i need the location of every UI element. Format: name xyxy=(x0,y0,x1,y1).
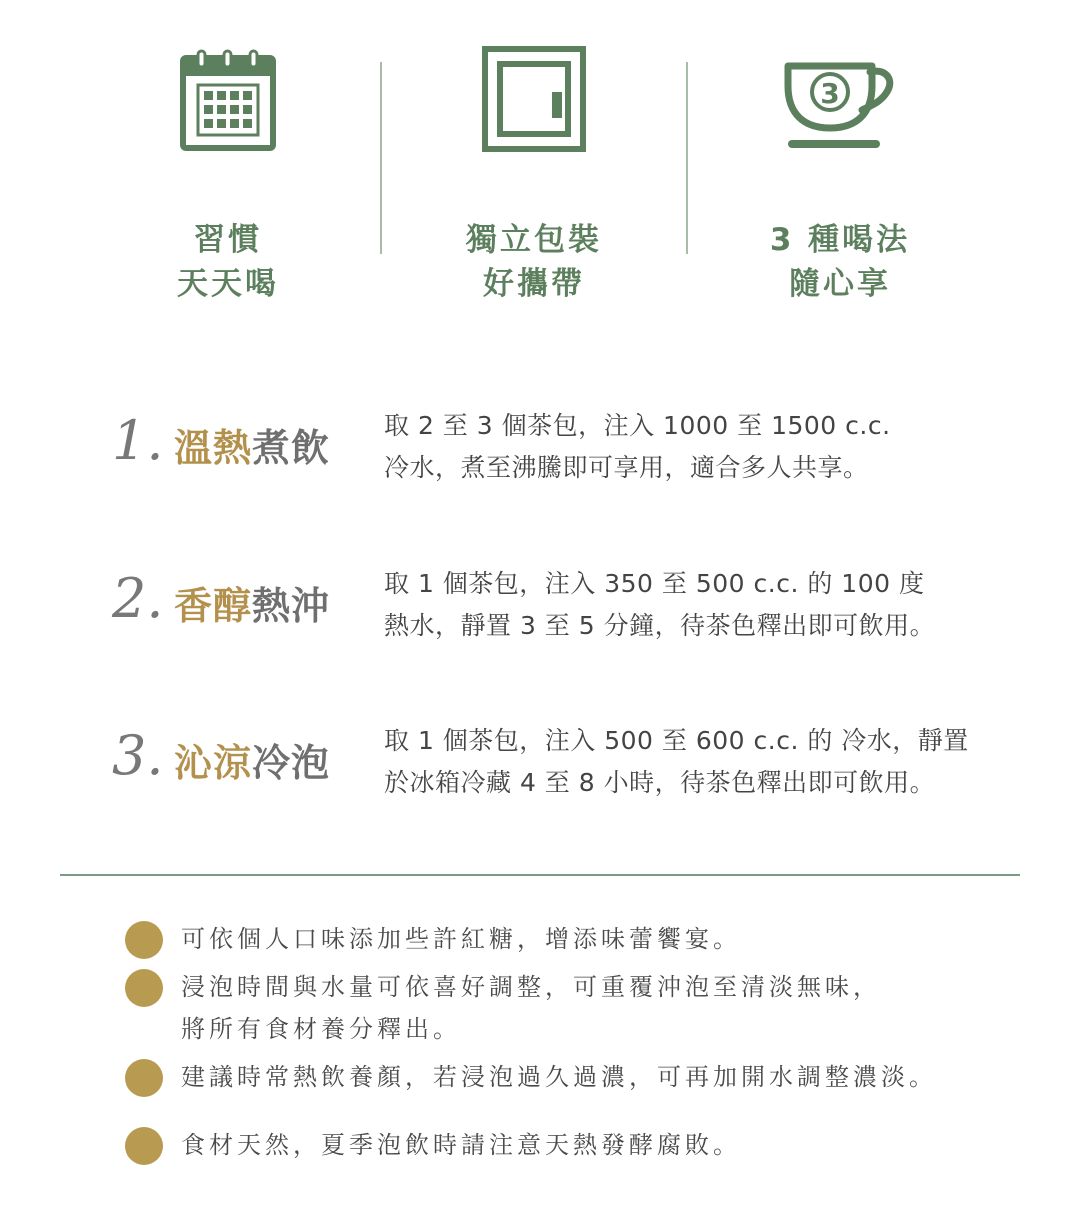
method-2 xyxy=(112,563,1012,673)
calendar-day-square xyxy=(243,105,252,114)
method-1 xyxy=(112,405,1012,515)
feature-label-line1: 習慣 xyxy=(194,222,262,258)
note-item xyxy=(125,918,1025,960)
bullet-dot-icon xyxy=(125,1127,163,1165)
method-description xyxy=(384,720,1004,804)
feature-habit xyxy=(78,40,378,306)
calendar-day-square xyxy=(204,91,213,100)
method-number: 3. xyxy=(112,724,164,787)
method-title-highlight: 沁涼 xyxy=(174,741,253,785)
method-title-highlight: 香醇 xyxy=(174,584,253,628)
bullet-dot-icon xyxy=(125,969,163,1007)
method-description xyxy=(384,563,1004,647)
method-number: 2. xyxy=(112,567,164,630)
feature-packaging xyxy=(384,40,684,306)
calendar-icon xyxy=(180,40,276,152)
method-description-line2: 冷水，煮至沸騰即可享用，適合多人共享。 xyxy=(384,453,869,482)
method-description xyxy=(384,405,1004,489)
feature-label-line1: 獨立包裝 xyxy=(466,222,602,258)
note-item xyxy=(125,966,1025,1050)
method-title xyxy=(174,732,330,787)
method-description-line1: 取 1 個茶包，注入 500 至 600 c.c. 的 冷水，靜置 xyxy=(384,726,969,755)
calendar-day-square xyxy=(230,119,239,128)
calendar-day-square xyxy=(217,105,226,114)
method-title-rest: 熱沖 xyxy=(252,584,331,628)
method-description-line2: 熱水，靜置 3 至 5 分鐘，待茶色釋出即可飲用。 xyxy=(384,611,936,640)
note-text-line2: 將所有食材養分釋出。 xyxy=(181,1015,461,1043)
method-title xyxy=(174,575,330,630)
cup-3-icon xyxy=(782,40,898,152)
calendar-day-square xyxy=(217,91,226,100)
method-description-line2: 於冰箱冷藏 4 至 8 小時，待茶色釋出即可飲用。 xyxy=(384,768,936,797)
method-description-line1: 取 1 個茶包，注入 350 至 500 c.c. 的 100 度 xyxy=(384,569,925,598)
bullet-dot-icon xyxy=(125,1059,163,1097)
calendar-day-square xyxy=(243,91,252,100)
horizontal-divider xyxy=(60,874,1020,876)
bullet-dot-icon xyxy=(125,921,163,959)
calendar-day-square xyxy=(204,119,213,128)
notes-list xyxy=(125,918,1025,1166)
note-item xyxy=(125,1124,1025,1166)
note-text: 建議時常熱飲養顏，若浸泡過久過濃，可再加開水調整濃淡。 xyxy=(181,1063,937,1091)
note-text: 食材天然，夏季泡飲時請注意天熱發酵腐敗。 xyxy=(181,1131,741,1159)
calendar-day-square xyxy=(204,105,213,114)
method-title xyxy=(174,417,330,472)
calendar-day-square xyxy=(230,105,239,114)
tea-bag-packet-icon xyxy=(482,40,586,152)
calendar-day-square xyxy=(230,91,239,100)
vertical-divider xyxy=(686,62,688,254)
note-text-line1: 浸泡時間與水量可依喜好調整，可重覆沖泡至清淡無味， xyxy=(181,973,881,1001)
method-title-rest: 煮飲 xyxy=(252,426,331,470)
cup-number: 3 xyxy=(820,77,840,110)
method-number: 1. xyxy=(112,409,164,472)
feature-label-line1: 3 種喝法 xyxy=(769,222,911,258)
method-title-rest: 冷泡 xyxy=(252,741,331,785)
feature-label-line2: 好攜帶 xyxy=(483,266,585,302)
method-3 xyxy=(112,720,1012,830)
feature-three-ways xyxy=(690,40,990,306)
method-description-line1: 取 2 至 3 個茶包，注入 1000 至 1500 c.c. xyxy=(384,411,891,440)
calendar-day-square xyxy=(243,119,252,128)
note-text: 可依個人口味添加些許紅糖，增添味蕾饗宴。 xyxy=(181,925,741,953)
note-item xyxy=(125,1056,1025,1098)
vertical-divider xyxy=(380,62,382,254)
method-title-highlight: 溫熱 xyxy=(174,426,253,470)
feature-label-line2: 隨心享 xyxy=(789,266,891,302)
feature-label-line2: 天天喝 xyxy=(177,266,279,302)
calendar-day-square xyxy=(217,119,226,128)
